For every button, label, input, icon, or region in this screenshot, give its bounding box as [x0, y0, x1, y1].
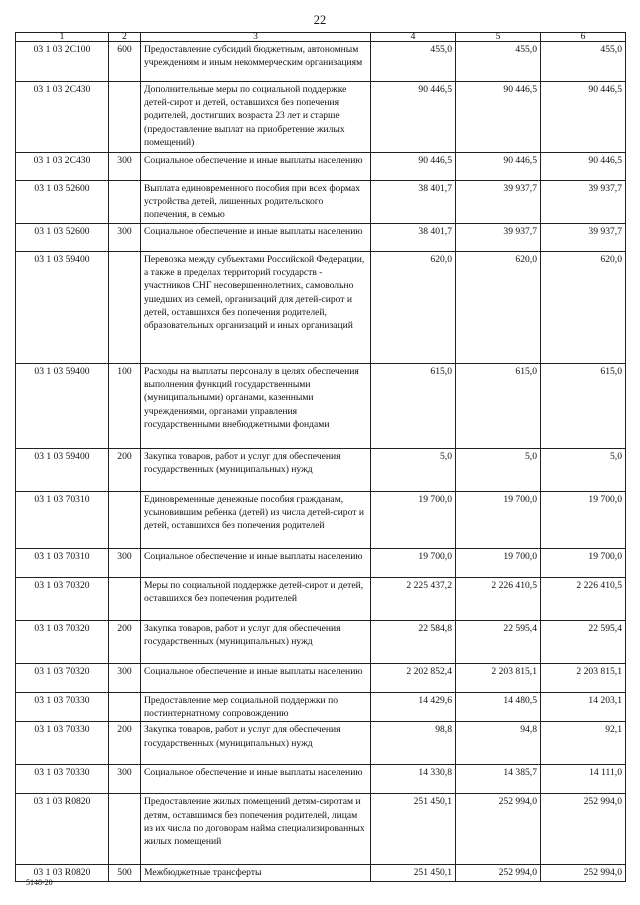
- document-footer-code: 5148-20: [26, 878, 53, 887]
- row-expense-type: [109, 181, 141, 224]
- budget-table: [15, 32, 626, 882]
- row-name: Социальное обеспечение и иные выплаты населению: [141, 664, 371, 693]
- row-value-col5: 39 937,7: [456, 181, 541, 224]
- row-value-col5: 2 226 410,5: [456, 578, 541, 621]
- table-row: [16, 42, 626, 82]
- row-name: Предоставление жилых помещений детям-сиротам и детям, оставшимся без попечения родителей, лицам из их числа по договорам найма специализированных жилых помещений: [141, 794, 371, 865]
- row-value-col5: 620,0: [456, 252, 541, 364]
- table-row: [16, 252, 626, 364]
- table-row: [16, 364, 626, 449]
- row-value-col5: 14 480,5: [456, 693, 541, 722]
- row-code: 03 1 03 R0820: [16, 794, 109, 865]
- row-name: Единовременные денежные пособия гражданам, усыновившим ребенка (детей) из числа детей-сирот и детей, оставшихся без попечения родителей: [141, 492, 371, 549]
- row-expense-type: [109, 578, 141, 621]
- row-value-col4: 19 700,0: [371, 549, 456, 578]
- table-row: [16, 664, 626, 693]
- row-value-col6: 19 700,0: [541, 549, 626, 578]
- row-value-col5: 90 446,5: [456, 153, 541, 181]
- row-expense-type: 300: [109, 153, 141, 181]
- column-header: 6: [541, 33, 626, 42]
- row-name: Социальное обеспечение и иные выплаты населению: [141, 549, 371, 578]
- row-value-col6: 22 595,4: [541, 621, 626, 664]
- row-code: 03 1 03 2С100: [16, 42, 109, 82]
- row-code: 03 1 03 70310: [16, 492, 109, 549]
- row-value-col6: 2 203 815,1: [541, 664, 626, 693]
- row-value-col4: 615,0: [371, 364, 456, 449]
- row-value-col4: 14 330,8: [371, 765, 456, 794]
- row-expense-type: 200: [109, 449, 141, 492]
- row-value-col4: 90 446,5: [371, 82, 456, 153]
- table-row: [16, 765, 626, 794]
- row-name: Закупка товаров, работ и услуг для обеспечения государственных (муниципальных) нужд: [141, 621, 371, 664]
- table-row: [16, 181, 626, 224]
- table-header-row: [16, 33, 626, 42]
- table-row: [16, 549, 626, 578]
- row-name: Социальное обеспечение и иные выплаты населению: [141, 765, 371, 794]
- row-value-col5: 2 203 815,1: [456, 664, 541, 693]
- row-value-col5: 39 937,7: [456, 224, 541, 252]
- row-name: Закупка товаров, работ и услуг для обеспечения государственных (муниципальных) нужд: [141, 722, 371, 765]
- row-value-col5: 14 385,7: [456, 765, 541, 794]
- row-value-col5: 90 446,5: [456, 82, 541, 153]
- row-expense-type: 300: [109, 224, 141, 252]
- row-value-col4: 251 450,1: [371, 794, 456, 865]
- row-name: Выплата единовременного пособия при всех формах устройства детей, лишенных родительского попечения, в семью: [141, 181, 371, 224]
- table-row: [16, 578, 626, 621]
- row-value-col5: 252 994,0: [456, 794, 541, 865]
- row-value-col4: 2 202 852,4: [371, 664, 456, 693]
- row-expense-type: [109, 252, 141, 364]
- row-value-col4: 19 700,0: [371, 492, 456, 549]
- row-code: 03 1 03 2С430: [16, 153, 109, 181]
- row-code: 03 1 03 2С430: [16, 82, 109, 153]
- table-row: [16, 621, 626, 664]
- row-expense-type: [109, 693, 141, 722]
- row-value-col4: 455,0: [371, 42, 456, 82]
- row-value-col6: 92,1: [541, 722, 626, 765]
- table-row: [16, 153, 626, 181]
- row-value-col6: 90 446,5: [541, 153, 626, 181]
- row-name: Закупка товаров, работ и услуг для обеспечения государственных (муниципальных) нужд: [141, 449, 371, 492]
- row-value-col4: 14 429,6: [371, 693, 456, 722]
- column-header: 4: [371, 33, 456, 42]
- table-row: [16, 794, 626, 865]
- column-header: 3: [141, 33, 371, 42]
- row-code: 03 1 03 59400: [16, 449, 109, 492]
- row-code: 03 1 03 70330: [16, 693, 109, 722]
- page-number: 22: [313, 13, 327, 27]
- row-value-col4: 38 401,7: [371, 224, 456, 252]
- row-value-col6: 39 937,7: [541, 181, 626, 224]
- row-value-col6: 455,0: [541, 42, 626, 82]
- row-expense-type: 300: [109, 765, 141, 794]
- row-name: Предоставление субсидий бюджетным, автономным учреждениям и иным некоммерческим организациям: [141, 42, 371, 82]
- row-value-col4: 98,8: [371, 722, 456, 765]
- row-value-col4: 90 446,5: [371, 153, 456, 181]
- row-name: Межбюджетные трансферты: [141, 865, 371, 881]
- row-value-col4: 5,0: [371, 449, 456, 492]
- row-value-col6: 620,0: [541, 252, 626, 364]
- row-name: Перевозка между субъектами Российской Федерации, а также в пределах территорий государств - участников СНГ несовершеннолетних, самовольно ушедших из семей, организаций для детей-сирот и детей, оставшихся без попечения родителей, образовательных организаций и иных организаций: [141, 252, 371, 364]
- row-name: Расходы на выплаты персоналу в целях обеспечения выполнения функций государственными (муниципальными) органами, казенными учреждениями, органами управления государственными внебюджетными фондами: [141, 364, 371, 449]
- table-row: [16, 693, 626, 722]
- row-value-col6: 14 203,1: [541, 693, 626, 722]
- row-expense-type: [109, 794, 141, 865]
- row-value-col5: 19 700,0: [456, 492, 541, 549]
- row-value-col5: 5,0: [456, 449, 541, 492]
- row-name: Меры по социальной поддержке детей-сирот и детей, оставшихся без попечения родителей: [141, 578, 371, 621]
- row-value-col6: 2 226 410,5: [541, 578, 626, 621]
- row-code: 03 1 03 52600: [16, 224, 109, 252]
- table-row: [16, 82, 626, 153]
- row-code: 03 1 03 R0820: [16, 865, 109, 881]
- row-code: 03 1 03 70320: [16, 578, 109, 621]
- row-expense-type: 100: [109, 364, 141, 449]
- row-name: Социальное обеспечение и иные выплаты населению: [141, 224, 371, 252]
- column-header: 2: [109, 33, 141, 42]
- table-row: [16, 449, 626, 492]
- table-row: [16, 865, 626, 881]
- row-expense-type: 300: [109, 549, 141, 578]
- row-code: 03 1 03 59400: [16, 252, 109, 364]
- row-value-col4: 2 225 437,2: [371, 578, 456, 621]
- row-name: Социальное обеспечение и иные выплаты населению: [141, 153, 371, 181]
- row-value-col5: 94,8: [456, 722, 541, 765]
- row-value-col5: 19 700,0: [456, 549, 541, 578]
- row-value-col4: 620,0: [371, 252, 456, 364]
- row-code: 03 1 03 70320: [16, 621, 109, 664]
- row-code: 03 1 03 70330: [16, 765, 109, 794]
- row-value-col6: 19 700,0: [541, 492, 626, 549]
- row-value-col6: 90 446,5: [541, 82, 626, 153]
- table-row: [16, 224, 626, 252]
- table-row: [16, 722, 626, 765]
- row-name: Предоставление мер социальной поддержки по постинтернатному сопровождению: [141, 693, 371, 722]
- row-expense-type: [109, 492, 141, 549]
- row-value-col6: 252 994,0: [541, 865, 626, 881]
- row-value-col5: 615,0: [456, 364, 541, 449]
- column-header: 5: [456, 33, 541, 42]
- row-value-col4: 251 450,1: [371, 865, 456, 881]
- row-value-col6: 5,0: [541, 449, 626, 492]
- row-value-col5: 455,0: [456, 42, 541, 82]
- row-expense-type: 200: [109, 621, 141, 664]
- row-expense-type: 300: [109, 664, 141, 693]
- row-value-col4: 22 584,8: [371, 621, 456, 664]
- row-expense-type: 200: [109, 722, 141, 765]
- row-value-col5: 22 595,4: [456, 621, 541, 664]
- row-code: 03 1 03 70320: [16, 664, 109, 693]
- row-expense-type: [109, 82, 141, 153]
- row-value-col6: 615,0: [541, 364, 626, 449]
- row-code: 03 1 03 70310: [16, 549, 109, 578]
- row-value-col6: 14 111,0: [541, 765, 626, 794]
- row-value-col5: 252 994,0: [456, 865, 541, 881]
- row-value-col6: 252 994,0: [541, 794, 626, 865]
- row-code: 03 1 03 59400: [16, 364, 109, 449]
- row-code: 03 1 03 70330: [16, 722, 109, 765]
- row-name: Дополнительные меры по социальной поддержке детей-сирот и детей, оставшихся без попечения родителей, достигших возраста 23 лет и старше (предоставление выплат на приобретение жилых помещений): [141, 82, 371, 153]
- row-value-col4: 38 401,7: [371, 181, 456, 224]
- row-value-col6: 39 937,7: [541, 224, 626, 252]
- row-code: 03 1 03 52600: [16, 181, 109, 224]
- table-row: [16, 492, 626, 549]
- row-expense-type: 500: [109, 865, 141, 881]
- column-header: 1: [16, 33, 109, 42]
- row-expense-type: 600: [109, 42, 141, 82]
